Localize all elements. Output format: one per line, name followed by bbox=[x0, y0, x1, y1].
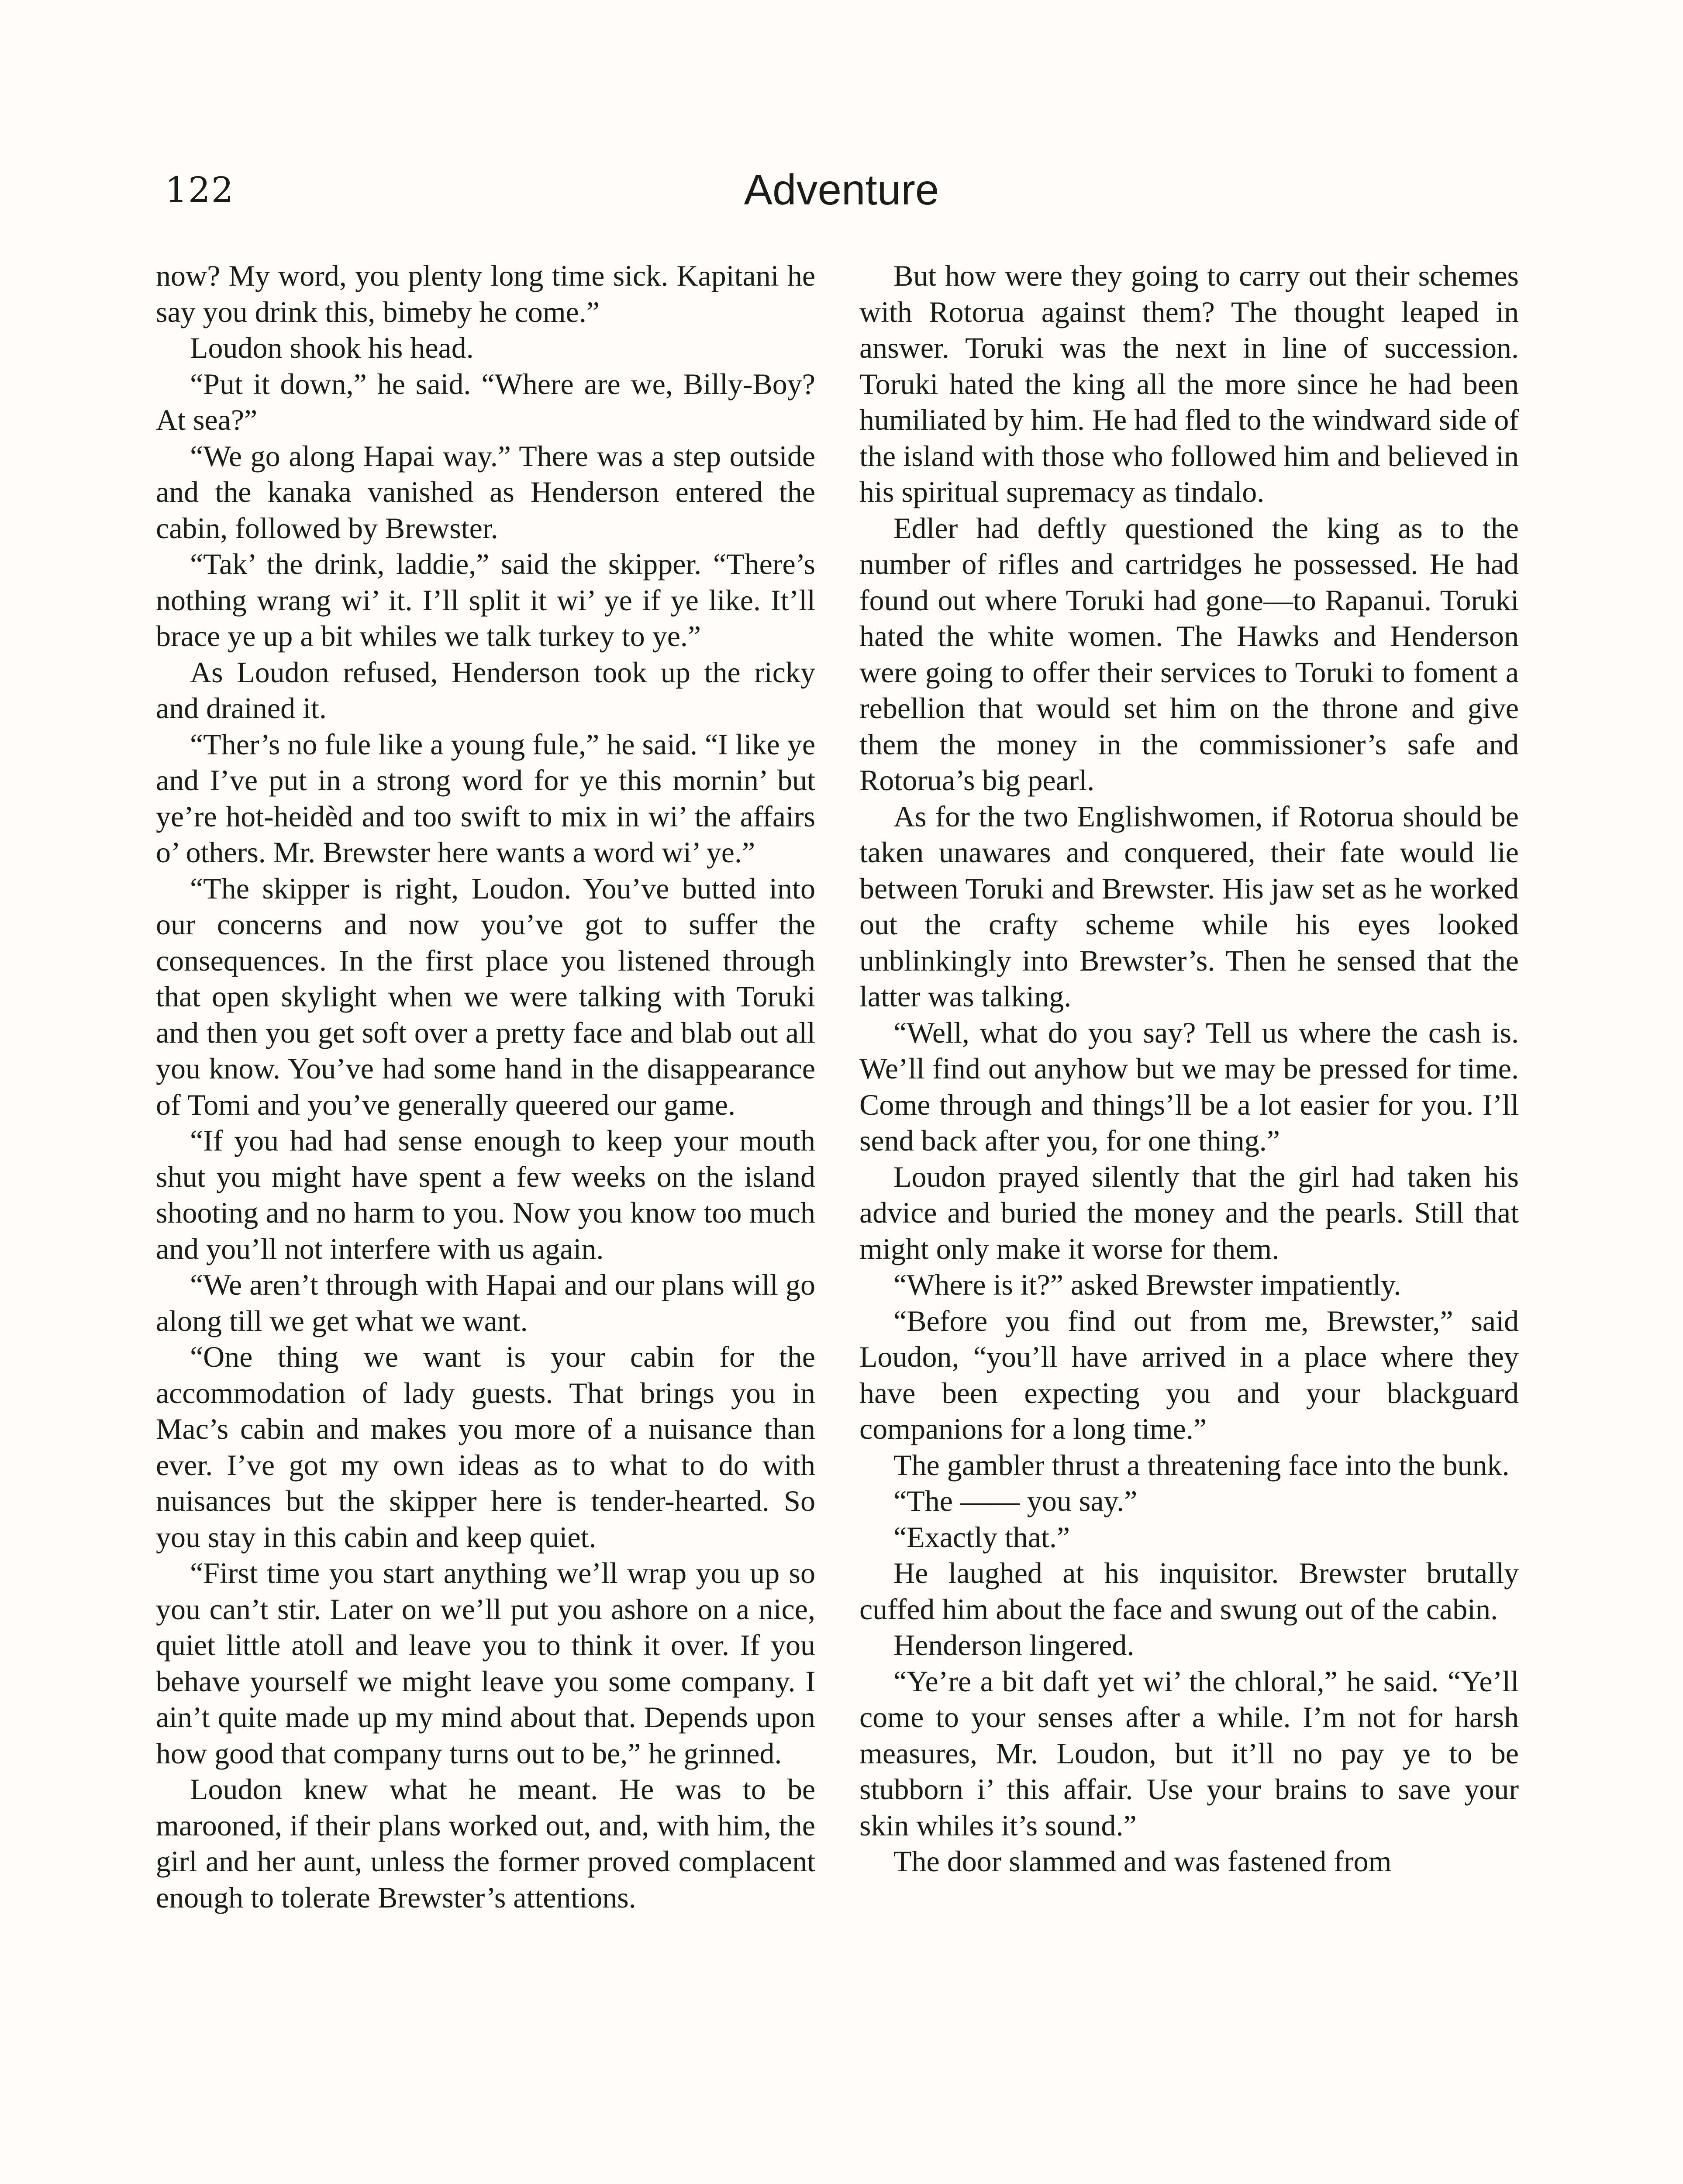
paragraph: Henderson lingered. bbox=[893, 1628, 1135, 1662]
paragraph: “Tak’ the drink, laddie,” said the skipper. “There’s nothing wrang wi’ it. I’ll split it wi’ ye if ye like. It’ll brace ye up a bit whiles we talk turkey to ye.” bbox=[156, 547, 815, 653]
paragraph: “The skipper is right, Loudon. You’ve butted into our concerns and now you’ve got to suffer the consequences. In the first place you listened through that open skylight when we were talking with Toruki and then you get soft over a pretty face and blab out all you know. You’ve had some hand in the disappearance of Tomi and you’ve generally queered our game. bbox=[156, 871, 815, 1121]
paragraph: Loudon prayed silently that the girl had taken his advice and buried the money and the pearls. Still that might only make it worse for them. bbox=[859, 1160, 1519, 1265]
paragraph: “First time you start anything we’ll wrap you up so you can’t stir. Later on we’ll put you ashore on a nice, quiet little atoll and leave you to think it over. If you behave yourself we might leave you some company. I ain’t quite made up my mind about that. Depends upon how good that company turns out to be,” he grinned. bbox=[156, 1556, 815, 1770]
paragraph: The door slammed and was fastened from bbox=[893, 1845, 1392, 1878]
paragraph: Edler had deftly questioned the king as to the number of rifles and cartridges he possessed. He had found out where Toruki had gone—to Rapanui. Toruki hated the white women. The Hawks and Henderson were going to offer their services to Toruki to foment a rebellion that would set him on the throne and give them the money in the commissioner’s safe and Rotorua’s big pearl. bbox=[859, 511, 1519, 797]
paragraph: He laughed at his inquisitor. Brewster brutally cuffed him about the face and swung out of the cabin. bbox=[859, 1556, 1519, 1626]
paragraph: “Where is it?” asked Brewster impatiently. bbox=[893, 1268, 1401, 1301]
text-column-left bbox=[156, 258, 815, 1915]
paragraph: “We aren’t through with Hapai and our plans will go along till we get what we want. bbox=[156, 1268, 815, 1337]
paragraph: “Exactly that.” bbox=[893, 1520, 1070, 1554]
paragraph: But how were they going to carry out their schemes with Rotorua against them? The thought leaped in answer. Toruki was the next in line of succession. Toruki hated the king all the more since he had been humiliated by him. He had fled to the windward side of the island with those who followed him and believed in his spiritual supremacy as tindalo. bbox=[859, 259, 1519, 508]
text-column-right bbox=[859, 258, 1519, 1880]
paragraph: now? My word, you plenty long time sick. Kapitani he say you drink this, bimeby he come.” bbox=[156, 259, 815, 328]
paragraph: The gambler thrust a threatening face into the bunk. bbox=[893, 1448, 1510, 1482]
paragraph: “Ther’s no fule like a young fule,” he said. “I like ye and I’ve put in a strong word for ye this mornin’ but ye’re hot-heidèd and too swift to mix in wi’ the affairs o’ others. Mr. Brewster here wants a word wi’ ye.” bbox=[156, 727, 815, 869]
running-head: Adventure bbox=[744, 166, 939, 214]
paragraph: “We go along Hapai way.” There was a step outside and the kanaka vanished as Henderson entered the cabin, followed by Brewster. bbox=[156, 439, 815, 545]
paragraph: Loudon knew what he meant. He was to be marooned, if their plans worked out, and, with him, the girl and her aunt, unless the former proved complacent enough to tolerate Brewster’s attentions. bbox=[156, 1773, 815, 1914]
paragraph: “If you had had sense enough to keep your mouth shut you might have spent a few weeks on the island shooting and no harm to you. Now you know too much and you’ll not interfere with us again. bbox=[156, 1124, 815, 1265]
paragraph: As for the two Englishwomen, if Rotorua should be taken unawares and conquered, their fate would lie between Toruki and Brewster. His jaw set as he worked out the crafty scheme while his eyes looked unblinkingly into Brewster’s. Then he sensed that the latter was talking. bbox=[859, 799, 1519, 1013]
paragraph: “One thing we want is your cabin for the accommodation of lady guests. That brings you in Mac’s cabin and makes you more of a nuisance than ever. I’ve got my own ideas as to what to do with nuisances but the skipper here is tender-hearted. So you stay in this cabin and keep quiet. bbox=[156, 1340, 815, 1554]
paragraph: Loudon shook his head. bbox=[190, 331, 474, 364]
paragraph: As Loudon refused, Henderson took up the ricky and drained it. bbox=[156, 655, 815, 725]
paragraph: “Put it down,” he said. “Where are we, Billy-Boy? At sea?” bbox=[156, 367, 815, 436]
paragraph: “Ye’re a bit daft yet wi’ the chloral,” he said. “Ye’ll come to your senses after a while. I’m not for harsh measures, Mr. Loudon, but it’ll no pay ye to be stubborn i’ this affair. Use your brains to save your skin whiles it’s sound.” bbox=[859, 1664, 1519, 1842]
paragraph: “Before you find out from me, Brewster,” said Loudon, “you’ll have arrived in a place where they have been expecting you and your blackguard companions for a long time.” bbox=[859, 1304, 1519, 1445]
paragraph: “The —— you say.” bbox=[893, 1484, 1138, 1517]
page-number: 122 bbox=[165, 169, 235, 210]
paragraph: “Well, what do you say? Tell us where the cash is. We’ll find out anyhow but we may be pressed for time. Come through and things’ll be a lot easier for you. I’ll send back after you, for one thing.” bbox=[859, 1016, 1519, 1157]
